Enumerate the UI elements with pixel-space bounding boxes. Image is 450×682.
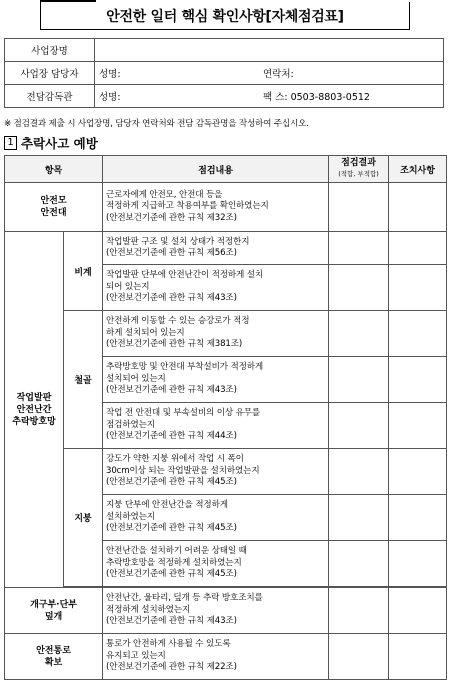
action-cell[interactable]	[389, 449, 447, 495]
header-result	[329, 156, 389, 183]
check-content: 통로가 안전하게 사용될 수 있도록 유지되고 있는지 (안전보건기준에 관한 규칙 제22조)	[103, 634, 329, 680]
page-title: 안전한 일터 핵심 확인사항[자체점검표]	[106, 9, 344, 25]
manager-fields[interactable]	[95, 62, 444, 85]
header-content: 점검내용	[103, 156, 329, 183]
table-row	[5, 232, 447, 265]
table-row	[5, 449, 447, 495]
check-content: 근로자에게 안전모, 안전대 등을 적정하게 지급하고 착용여부를 확인하였는지 (안전보건기준에 관한 규칙 제32조)	[103, 183, 329, 232]
result-cell[interactable]	[329, 541, 389, 587]
category-passage: 안전통로 확보	[5, 634, 103, 680]
inspector-fax-field: 팩 스: 0503-8803-0512	[263, 92, 370, 103]
table-row	[5, 183, 447, 232]
result-cell[interactable]	[329, 265, 389, 311]
table-row	[5, 634, 447, 680]
info-table	[4, 38, 444, 108]
check-content: 안전난간을 설치하기 어려운 상태일 때 추락방호망을 적정하게 설치하였는지 (안전보건기준에 관한 규칙 제45조)	[103, 541, 329, 587]
category-opening: 개구부·단부 덮개	[5, 588, 103, 634]
check-content: 지붕 단부에 안전난간을 적정하게 설치하였는지 (안전보건기준에 관한 규칙 제45조)	[103, 495, 329, 541]
site-name-field[interactable]	[95, 39, 444, 62]
section-number: 1	[4, 136, 17, 150]
action-cell[interactable]	[389, 232, 447, 265]
subcategory-roof: 지붕	[64, 449, 103, 587]
result-cell[interactable]	[329, 183, 389, 232]
check-content: 안전하게 이동할 수 있는 승강로가 적정 하게 설치되어 있는지 (안전보건기준에 관한 규칙 제381조)	[103, 311, 329, 357]
result-cell[interactable]	[329, 357, 389, 403]
result-cell[interactable]	[329, 449, 389, 495]
subcategory-steel: 철골	[64, 311, 103, 449]
inspector-fields[interactable]	[95, 85, 444, 108]
check-content: 작업발판 구조 및 설치 상태가 적정한지 (안전보건기준에 관한 규칙 제56조)	[103, 232, 329, 265]
action-cell[interactable]	[389, 634, 447, 680]
action-cell[interactable]	[389, 588, 447, 634]
title-banner	[40, 0, 410, 30]
category-safety-belt: 안전모 안전대	[5, 183, 103, 232]
manager-name-field[interactable]: 성명:	[99, 69, 121, 80]
category-scaffold: 작업발판 안전난간 추락방호망	[5, 232, 64, 588]
inspector-label: 전담감독관	[5, 85, 95, 108]
section-title: 추락사고 예방	[21, 136, 98, 151]
action-cell[interactable]	[389, 495, 447, 541]
check-content: 안전난간, 울타리, 덮개 등 추락 방호조치를 적정하게 설치하였는지 (안전보건기준에 관한 규칙 제43조)	[103, 588, 329, 634]
result-cell[interactable]	[329, 634, 389, 680]
section-heading	[4, 134, 98, 152]
manager-contact-field[interactable]: 연락처:	[263, 69, 294, 80]
check-content: 강도가 약한 지붕 위에서 작업 시 폭이 30cm이상 되는 작업발판을 설치하였는지 (안전보건기준에 관한 규칙 제45조)	[103, 449, 329, 495]
check-content: 작업발판 단부에 안전난간이 적정하게 설치 되어 있는지 (안전보건기준에 관한 규칙 제43조)	[103, 265, 329, 311]
header-result-sub: (적합, 부적합)	[338, 170, 379, 178]
result-cell[interactable]	[329, 311, 389, 357]
action-cell[interactable]	[389, 265, 447, 311]
header-result-label: 점검결과	[341, 158, 376, 168]
result-cell[interactable]	[329, 495, 389, 541]
action-cell[interactable]	[389, 183, 447, 232]
checklist-table	[4, 155, 447, 680]
site-label: 사업장명	[5, 39, 95, 62]
table-row	[5, 588, 447, 634]
table-row	[5, 311, 447, 357]
header-action: 조치사항	[389, 156, 447, 183]
check-content: 추락방호망 및 안전대 부착설비가 적정하게 설치되어 있는지 (안전보건기준에 관한 규칙 제43조)	[103, 357, 329, 403]
action-cell[interactable]	[389, 403, 447, 449]
action-cell[interactable]	[389, 541, 447, 587]
inspector-name-field[interactable]: 성명:	[99, 92, 121, 103]
manager-label: 사업장 담당자	[5, 62, 95, 85]
check-content: 작업 전 안전대 및 부속설비의 이상 유무를 점검하였는지 (안전보건기준에 관한 규칙 제44조)	[103, 403, 329, 449]
submission-note: ※ 점검결과 제출 시 사업장명, 담당자 연락처와 전담 감독관명을 작성하여 주십시오.	[4, 119, 309, 129]
subcategory-nonsteel: 비계	[64, 232, 103, 311]
result-cell[interactable]	[329, 232, 389, 265]
action-cell[interactable]	[389, 357, 447, 403]
action-cell[interactable]	[389, 311, 447, 357]
table-header-row	[5, 156, 447, 183]
result-cell[interactable]	[329, 403, 389, 449]
header-item: 항목	[5, 156, 103, 183]
result-cell[interactable]	[329, 588, 389, 634]
